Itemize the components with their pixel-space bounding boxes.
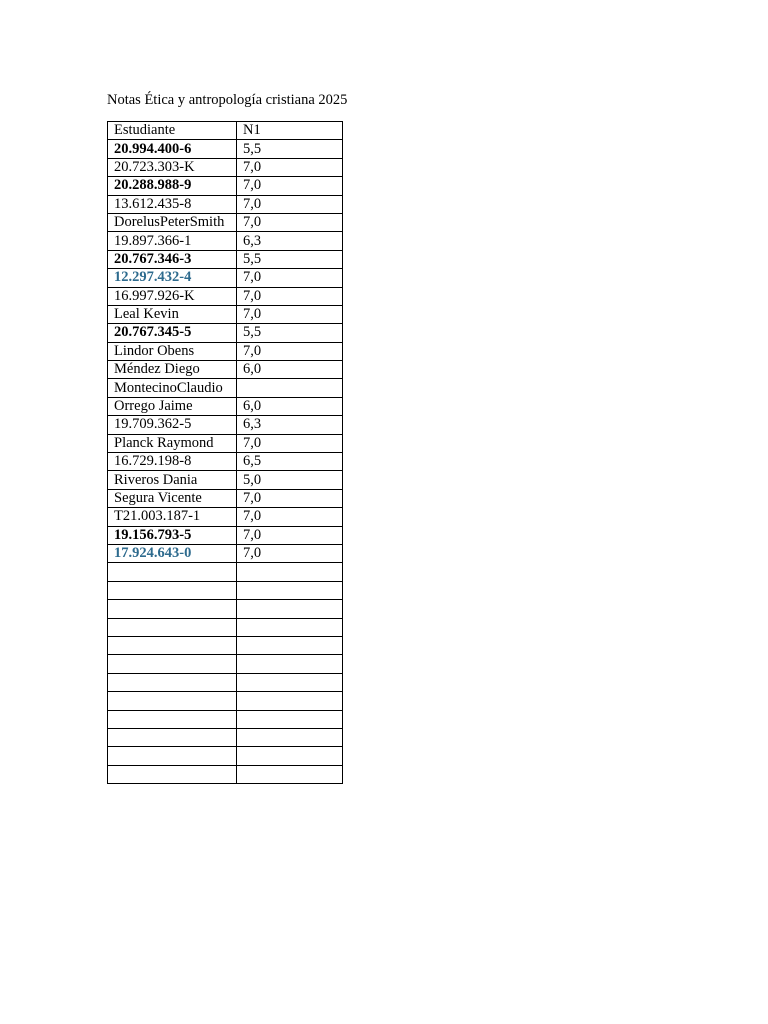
table-row xyxy=(108,269,343,287)
table-row xyxy=(108,508,343,526)
table-row xyxy=(108,655,343,673)
student-cell[interactable] xyxy=(108,563,237,581)
grade-cell[interactable]: 7,0 xyxy=(237,489,343,507)
grade-cell[interactable] xyxy=(237,673,343,691)
student-cell[interactable]: 20.723.303-K xyxy=(108,158,237,176)
student-cell[interactable]: Méndez Diego xyxy=(108,361,237,379)
student-cell[interactable]: Segura Vicente xyxy=(108,489,237,507)
student-cell[interactable]: DorelusPeterSmith xyxy=(108,213,237,231)
grade-cell[interactable] xyxy=(237,692,343,710)
student-cell[interactable]: Orrego Jaime xyxy=(108,397,237,415)
table-row xyxy=(108,397,343,415)
table-row xyxy=(108,728,343,746)
student-cell[interactable]: 13.612.435-8 xyxy=(108,195,237,213)
student-cell[interactable]: 20.994.400-6 xyxy=(108,140,237,158)
grade-cell[interactable]: 7,0 xyxy=(237,158,343,176)
table-row xyxy=(108,673,343,691)
table-row xyxy=(108,324,343,342)
student-cell[interactable] xyxy=(108,636,237,654)
grade-cell[interactable]: 7,0 xyxy=(237,434,343,452)
table-row xyxy=(108,526,343,544)
table-row xyxy=(108,434,343,452)
grade-cell[interactable]: 6,5 xyxy=(237,453,343,471)
student-cell[interactable] xyxy=(108,600,237,618)
grade-cell[interactable] xyxy=(237,618,343,636)
grade-cell[interactable] xyxy=(237,728,343,746)
student-cell[interactable]: 16.997.926-K xyxy=(108,287,237,305)
grade-cell[interactable] xyxy=(237,655,343,673)
grade-cell[interactable]: 6,3 xyxy=(237,416,343,434)
grade-cell[interactable]: 7,0 xyxy=(237,544,343,562)
table-row xyxy=(108,563,343,581)
student-cell[interactable]: 16.729.198-8 xyxy=(108,453,237,471)
table-row xyxy=(108,177,343,195)
student-cell[interactable]: 19.156.793-5 xyxy=(108,526,237,544)
student-cell[interactable]: Planck Raymond xyxy=(108,434,237,452)
student-cell[interactable]: Leal Kevin xyxy=(108,305,237,323)
grade-cell[interactable]: 7,0 xyxy=(237,195,343,213)
student-cell[interactable]: 17.924.643-0 xyxy=(108,544,237,562)
student-cell[interactable]: 20.288.988-9 xyxy=(108,177,237,195)
table-row xyxy=(108,379,343,397)
student-cell[interactable] xyxy=(108,581,237,599)
table-body xyxy=(108,140,343,784)
student-cell[interactable] xyxy=(108,673,237,691)
grade-cell[interactable]: 6,3 xyxy=(237,232,343,250)
student-cell[interactable] xyxy=(108,747,237,765)
table-row xyxy=(108,471,343,489)
table-row xyxy=(108,581,343,599)
table-row xyxy=(108,747,343,765)
grade-cell[interactable]: 7,0 xyxy=(237,287,343,305)
student-cell[interactable]: 19.709.362-5 xyxy=(108,416,237,434)
student-cell[interactable] xyxy=(108,692,237,710)
student-cell[interactable]: 20.767.346-3 xyxy=(108,250,237,268)
grade-cell[interactable] xyxy=(237,747,343,765)
header-student: Estudiante xyxy=(108,122,237,140)
grades-table xyxy=(107,121,343,784)
table-row xyxy=(108,158,343,176)
table-row xyxy=(108,544,343,562)
table-row xyxy=(108,692,343,710)
student-cell[interactable]: 20.767.345-5 xyxy=(108,324,237,342)
grade-cell[interactable]: 5,5 xyxy=(237,140,343,158)
student-cell[interactable] xyxy=(108,765,237,783)
student-cell[interactable]: MontecinoClaudio xyxy=(108,379,237,397)
table-row xyxy=(108,636,343,654)
student-cell[interactable]: T21.003.187-1 xyxy=(108,508,237,526)
grade-cell[interactable]: 7,0 xyxy=(237,305,343,323)
grade-cell[interactable]: 6,0 xyxy=(237,397,343,415)
table-row xyxy=(108,489,343,507)
grade-cell[interactable]: 6,0 xyxy=(237,361,343,379)
grade-cell[interactable]: 7,0 xyxy=(237,213,343,231)
student-cell[interactable]: 12.297.432-4 xyxy=(108,269,237,287)
grade-cell[interactable] xyxy=(237,563,343,581)
grade-cell[interactable] xyxy=(237,379,343,397)
table-header-row xyxy=(108,122,343,140)
page-title: Notas Ética y antropología cristiana 2025 xyxy=(107,92,348,108)
student-cell[interactable] xyxy=(108,655,237,673)
table-row xyxy=(108,287,343,305)
table-row xyxy=(108,140,343,158)
grade-cell[interactable]: 7,0 xyxy=(237,269,343,287)
table-row xyxy=(108,232,343,250)
table-row xyxy=(108,416,343,434)
student-cell[interactable]: 19.897.366-1 xyxy=(108,232,237,250)
grade-cell[interactable] xyxy=(237,581,343,599)
grade-cell[interactable]: 5,5 xyxy=(237,324,343,342)
grade-cell[interactable]: 7,0 xyxy=(237,342,343,360)
grade-cell[interactable] xyxy=(237,636,343,654)
grade-cell[interactable] xyxy=(237,710,343,728)
table-row xyxy=(108,195,343,213)
table-row xyxy=(108,250,343,268)
grade-cell[interactable]: 5,0 xyxy=(237,471,343,489)
table-row xyxy=(108,618,343,636)
table-row xyxy=(108,305,343,323)
table-row xyxy=(108,600,343,618)
table-row xyxy=(108,453,343,471)
student-cell[interactable]: Lindor Obens xyxy=(108,342,237,360)
table-row xyxy=(108,765,343,783)
table-row xyxy=(108,361,343,379)
table-row xyxy=(108,342,343,360)
grade-cell[interactable]: 5,5 xyxy=(237,250,343,268)
header-n1: N1 xyxy=(237,122,343,140)
grade-cell[interactable]: 7,0 xyxy=(237,526,343,544)
student-cell[interactable]: Riveros Dania xyxy=(108,471,237,489)
grade-cell[interactable]: 7,0 xyxy=(237,177,343,195)
table-row xyxy=(108,710,343,728)
grade-cell[interactable]: 7,0 xyxy=(237,508,343,526)
grade-cell[interactable] xyxy=(237,600,343,618)
student-cell[interactable] xyxy=(108,728,237,746)
student-cell[interactable] xyxy=(108,710,237,728)
student-cell[interactable] xyxy=(108,618,237,636)
table-row xyxy=(108,213,343,231)
grade-cell[interactable] xyxy=(237,765,343,783)
